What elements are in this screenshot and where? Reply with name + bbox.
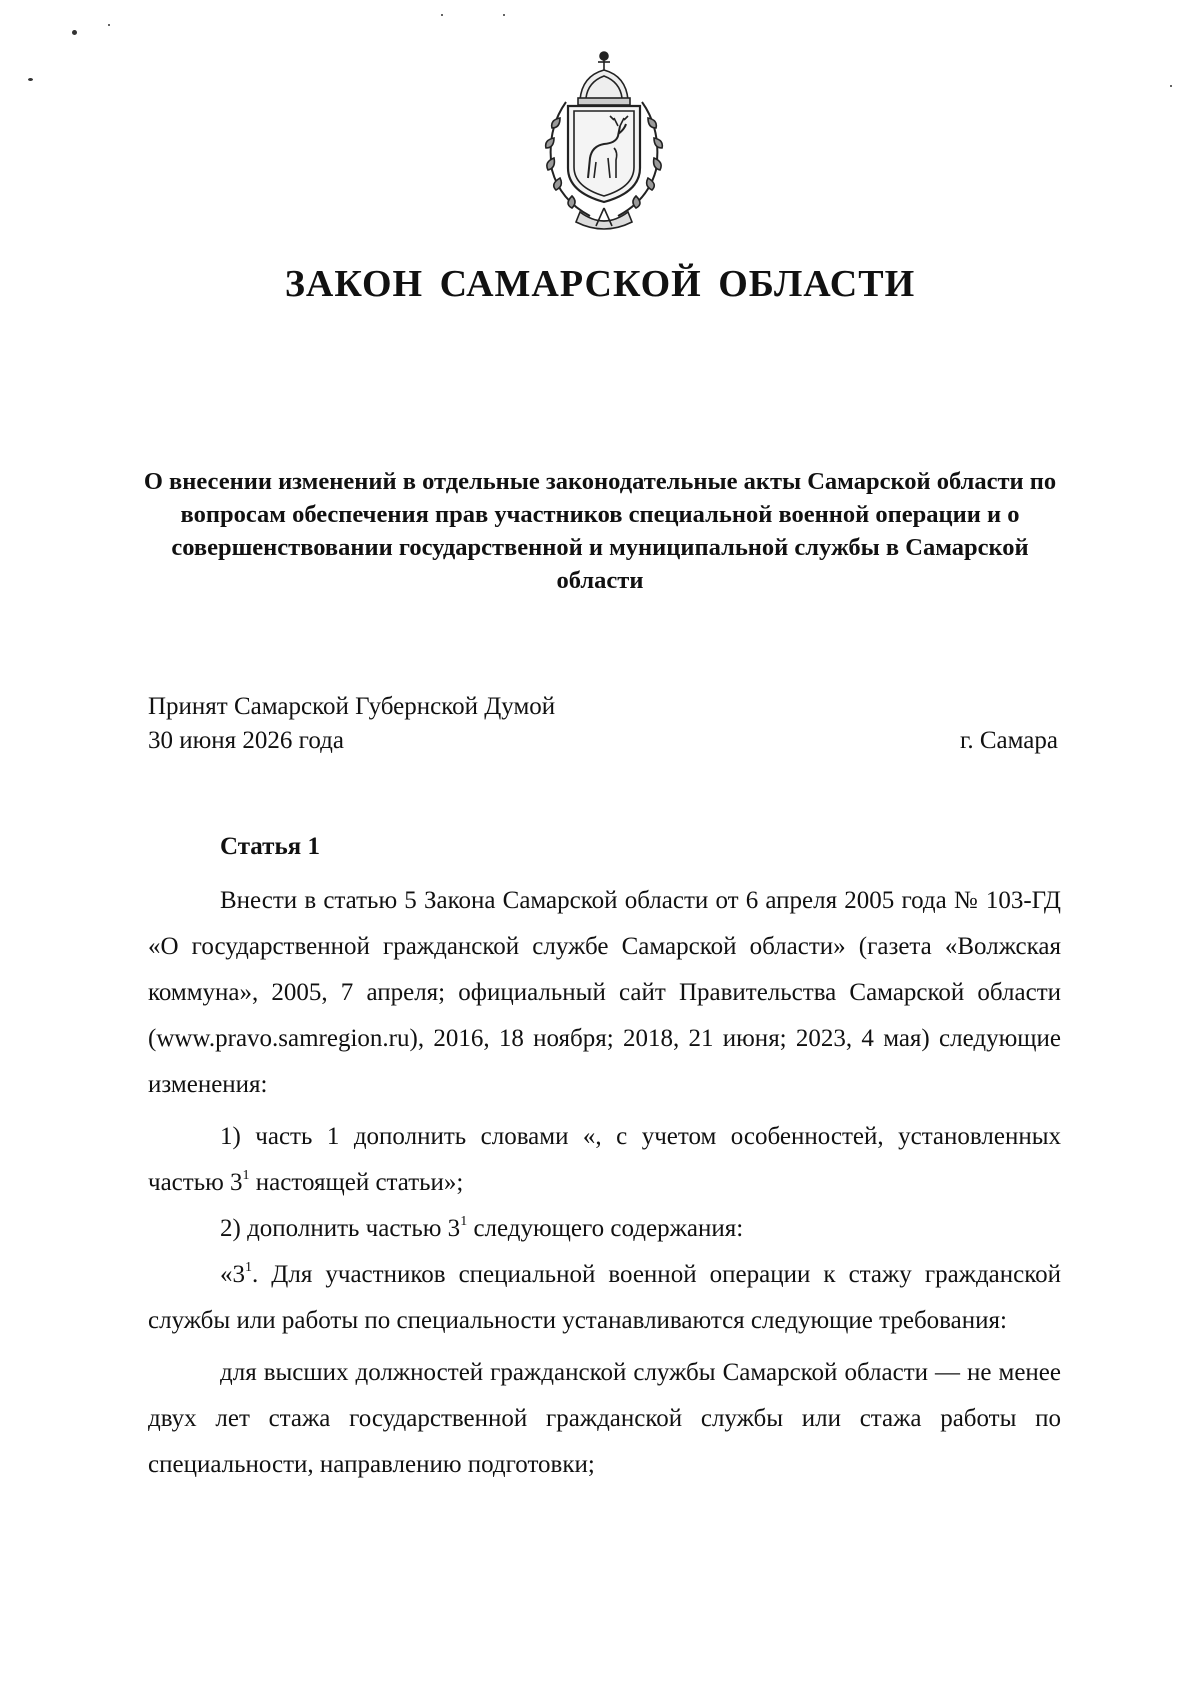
adopted-date: 30 июня 2026 года	[148, 727, 344, 754]
scan-speck	[441, 14, 443, 16]
paragraph: 2) дополнить частью $3^1$ следующего содержания:	[220, 1213, 744, 1242]
law-subject: О внесении изменений в отдельные законодательные акты Самарской области по вопросам обеспечения прав участников специальной военной операции и о совершенствовании государственной и муниципальной службы в Самарской области	[143, 468, 1057, 594]
scan-speck	[72, 30, 77, 35]
scan-speck	[1170, 85, 1172, 87]
law-title: ЗАКОН САМАРСКОЙ ОБЛАСТИ	[284, 263, 916, 305]
article-heading: Статья 1	[220, 833, 320, 860]
superscript: 1	[242, 1167, 250, 1183]
scan-speck	[28, 78, 33, 81]
superscript: 1	[245, 1259, 252, 1275]
scan-speck	[108, 24, 110, 26]
article-body	[148, 878, 1061, 1488]
paragraph: 1) часть 1 дополнить словами «, с учетом особенностей, установленных частью $3^1$ настоящей статьи»;	[148, 1123, 1061, 1196]
superscript: 1	[460, 1213, 468, 1229]
paragraph: Внести в статью 5 Закона Самарской области от 6 апреля 2005 года № 103-ГД «О государственной гражданской службе Самарской области» (газета «Волжская коммуна», 2005, 7 апреля; официальный сайт Правительства Самарской области (www.pravo.samregion.ru), 2016, 18 ноября; 2018, 21 июня; 2023, 4 мая) следующие изменения:	[148, 887, 1061, 1098]
paragraph: «$3^1$. Для участников специальной военной операции к стажу гражданской службы или работы по специальности устанавливаются следующие требования:	[148, 1259, 1061, 1334]
adopted-by: Принят Самарской Губернской Думой	[148, 693, 556, 720]
city: г. Самара	[959, 727, 1058, 754]
paragraph: для высших должностей гражданской службы Самарской области — не менее двух лет стажа государственной гражданской службы или стажа работы по специальности, направлению подготовки;	[148, 1359, 1061, 1478]
scan-speck	[503, 14, 505, 16]
coat-of-arms-emblem	[530, 40, 678, 235]
adoption-info	[148, 690, 555, 758]
